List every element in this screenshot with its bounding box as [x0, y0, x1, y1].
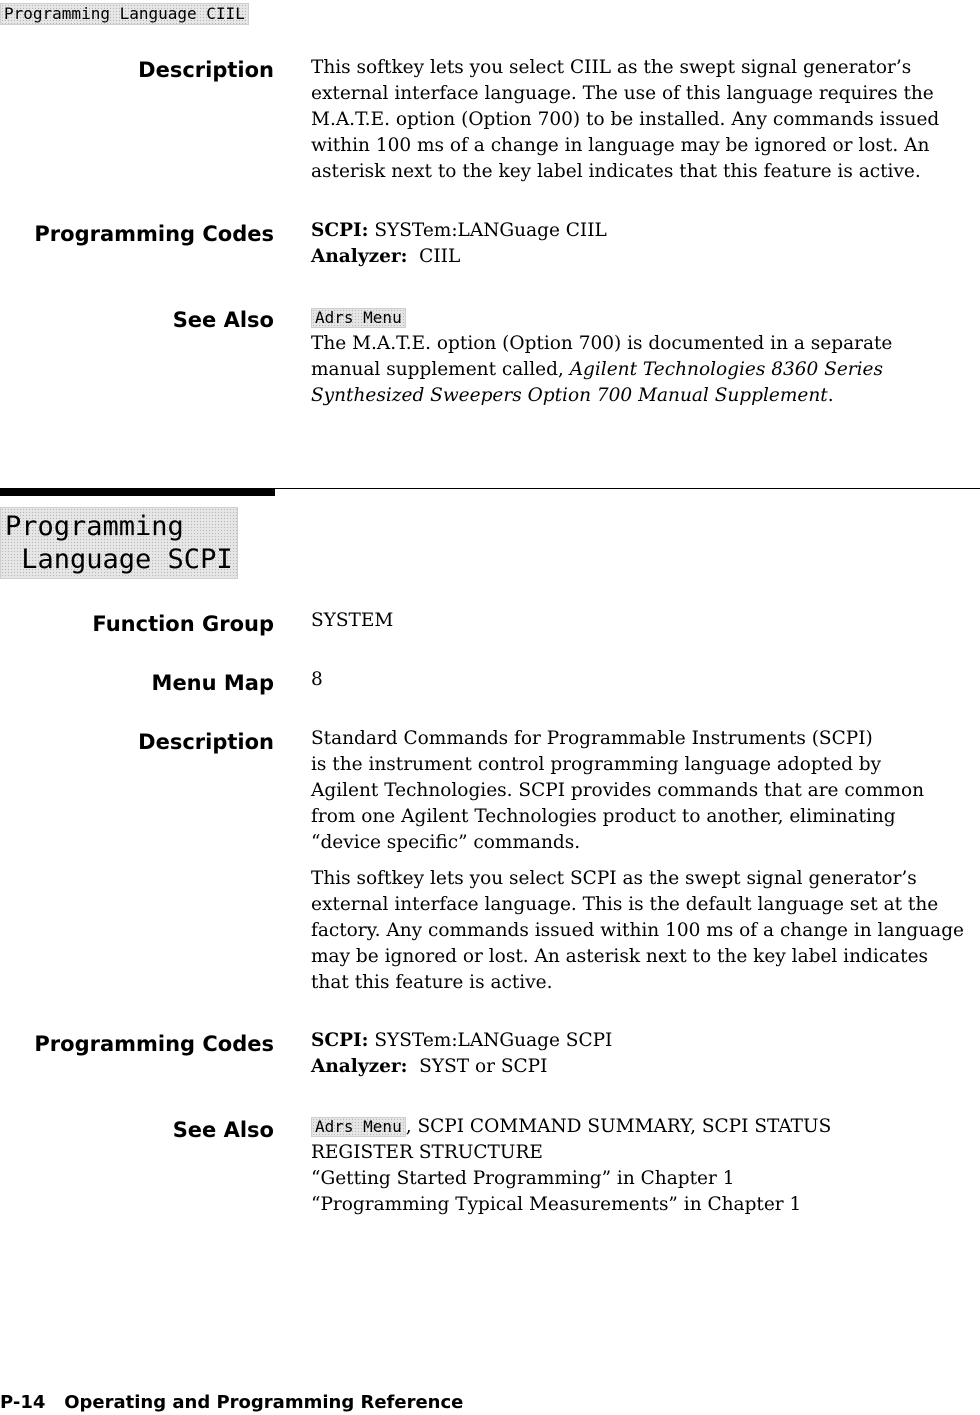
scpi-see-also-line: REGISTER STRUCTURE — [311, 1142, 543, 1163]
ciil-description-text — [311, 55, 979, 185]
ciil-description-line: asterisk next to the key label indicates that this feature is active. — [311, 161, 921, 182]
page-footer — [0, 1392, 463, 1413]
analyzer-command: SYST or SCPI — [407, 1056, 548, 1077]
scpi-command: SYSTem:LANGuage SCPI — [368, 1030, 613, 1051]
scpi-see-also-label: See Also — [172, 1118, 274, 1142]
ciil-programming-codes-label: Programming Codes — [34, 222, 274, 246]
ciil-see-also-line: The M.A.T.E. option (Option 700) is documented in a separate — [311, 333, 893, 354]
softkey-title-line: Programming — [5, 511, 184, 542]
scpi-description-line: may be ignored or lost. An asterisk next to the key label indicates — [311, 946, 929, 967]
ciil-see-also — [311, 305, 979, 409]
menu-map-value: 8 — [311, 669, 323, 690]
see-also-text: . — [827, 385, 834, 406]
scpi-description-label: Description — [138, 730, 274, 754]
scpi-see-also-line — [311, 1114, 979, 1140]
ciil-description-line: external interface language. The use of this language requires the — [311, 83, 934, 104]
scpi-description-line: This softkey lets you select SCPI as the swept signal generator’s — [311, 868, 917, 889]
scpi-programming-codes-label: Programming Codes — [34, 1032, 274, 1056]
ciil-see-also-line — [311, 383, 979, 409]
scpi-keyword: SCPI: — [311, 1030, 369, 1051]
scpi-description-line: external interface language. This is the default language set at the — [311, 894, 939, 915]
adrs-menu-softkey: Adrs Menu — [311, 1117, 406, 1137]
scpi-see-also-line: “Getting Started Programming” in Chapter 1 — [311, 1168, 735, 1189]
programming-language-scpi-softkey — [0, 507, 238, 579]
function-group-value: SYSTEM — [311, 610, 394, 631]
page-number: P-14 — [0, 1392, 46, 1413]
ciil-programming-codes — [311, 218, 979, 270]
footer-title: Operating and Programming Reference — [64, 1392, 464, 1413]
function-group-label: Function Group — [92, 612, 274, 636]
analyzer-command: CIIL — [407, 246, 461, 267]
scpi-analyzer-code — [311, 1054, 979, 1080]
scpi-description-line: factory. Any commands issued within 100 ms of a change in language — [311, 920, 964, 941]
ciil-scpi-code — [311, 218, 979, 244]
scpi-description-text — [311, 726, 979, 996]
see-also-text: , SCPI COMMAND SUMMARY, SCPI STATUS — [405, 1116, 832, 1137]
manual-title: Agilent Technologies 8360 Series — [569, 359, 884, 380]
menu-map-label: Menu Map — [151, 671, 274, 695]
scpi-description-line: from one Agilent Technologies product to another, eliminating — [311, 806, 896, 827]
see-also-text: manual supplement called, — [311, 359, 570, 380]
scpi-description-line: that this feature is active. — [311, 972, 553, 993]
ciil-analyzer-code — [311, 244, 979, 270]
analyzer-keyword: Analyzer: — [311, 1056, 408, 1077]
scpi-command: SYSTem:LANGuage CIIL — [368, 220, 607, 241]
analyzer-keyword: Analyzer: — [311, 246, 408, 267]
softkey-title-line: Language SCPI — [5, 544, 233, 575]
scpi-description-line: Agilent Technologies. SCPI provides commands that are common — [311, 780, 925, 801]
ciil-description-line: M.A.T.E. option (Option 700) to be installed. Any commands issued — [311, 109, 940, 130]
scpi-programming-codes — [311, 1028, 979, 1080]
ciil-description-label: Description — [138, 58, 274, 82]
ciil-see-also-label: See Also — [172, 308, 274, 332]
scpi-scpi-code — [311, 1028, 979, 1054]
scpi-keyword: SCPI: — [311, 220, 369, 241]
programming-language-ciil-softkey: Programming Language CIIL — [0, 3, 249, 25]
scpi-see-also-line: “Programming Typical Measurements” in Chapter 1 — [311, 1194, 802, 1215]
adrs-menu-softkey: Adrs Menu — [311, 308, 406, 328]
scpi-description-line: Standard Commands for Programmable Instruments (SCPI) — [311, 728, 873, 749]
scpi-description-line: is the instrument control programming language adopted by — [311, 754, 882, 775]
ciil-description-line: This softkey lets you select CIIL as the swept signal generator’s — [311, 57, 912, 78]
ciil-see-also-line — [311, 357, 979, 383]
scpi-see-also — [311, 1114, 979, 1218]
section-divider-thin — [275, 488, 980, 489]
manual-title: Synthesized Sweepers Option 700 Manual Supplement — [311, 385, 828, 406]
ciil-description-line: within 100 ms of a change in language may be ignored or lost. An — [311, 135, 930, 156]
scpi-description-line: “device specific” commands. — [311, 832, 581, 853]
section-divider-thick — [0, 488, 275, 496]
